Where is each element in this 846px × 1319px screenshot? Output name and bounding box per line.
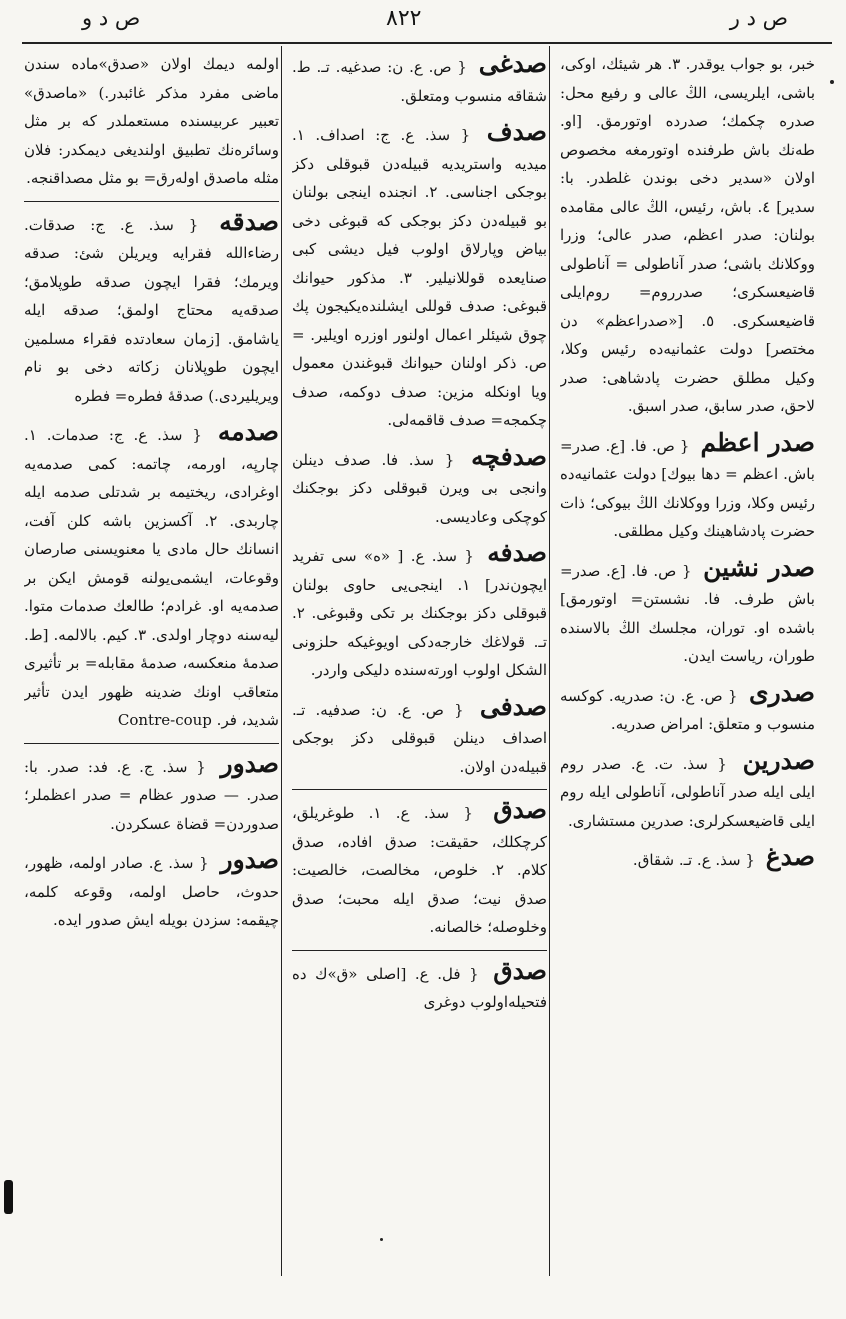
entry-body: { ص. ع. ن: صدفیه. تـ. اصداف دینلن قبوقلی دكز بوجكی قبیله‌دن اولان. bbox=[292, 700, 547, 776]
entry bbox=[292, 443, 547, 532]
headword: صدق bbox=[493, 955, 547, 985]
entry-body: { سذ. فا. صدف دینلن وانجی بی ویرن قبوقلی دكز بوجكنك كوچكی وعادیسی. bbox=[292, 450, 547, 526]
entry bbox=[560, 843, 815, 875]
entry-body: { ص. ع. ن: صدریه. كوكسه منسوب و متعلق: امراض صدریه. bbox=[560, 686, 815, 733]
entry bbox=[292, 693, 547, 782]
entry-body: { فل. ع. [اصلی «ق»ك ده فتحیله‌اولوب دوغری bbox=[292, 964, 547, 1011]
entry bbox=[292, 118, 547, 435]
headword: صدری bbox=[749, 677, 815, 707]
headword: صدفچه bbox=[471, 441, 547, 471]
entry bbox=[292, 950, 547, 1017]
headword: صدور bbox=[220, 748, 279, 778]
column-right bbox=[560, 50, 815, 1270]
entry-body: { سذ. ع. ج: اصداف. ۱. میدیه واستریدیه قبیله‌دن قبوقلی دكز بوجكی اجناسی. ۲. انجنده اینجی بولنان بو قبیله‌دن دكز بوجكی كه قبوغی دخی بیاض وپارلاق اولوب فیل دیشی كبی صنایعده قوللانیلیر. ۳. مذكور حیوانك قبوغی: صدف قوللی ایشلنده‌یكیجون پك چوق شیئلر اعمال اولنور اوزره اویلیر. = ص. ذكر اولنان حیوانك قبوغندن معمول ویا اونكله مزین: صدف دوكمه، صدف چكمجه= صدف قاقمه‌لی. bbox=[292, 126, 547, 429]
entry-body: { سذ. ع. ۱. طوغریلق، كرچكلك، حقیقت: صدق افاده، صدق كلام. ۲. خلوص، مخالصت، خالصیت: صدق نیت؛ صدق ایله محبت؛ صدق وخلوصله؛ خالصانه. bbox=[292, 804, 547, 936]
entry bbox=[560, 679, 815, 739]
entry bbox=[560, 429, 815, 546]
column-middle bbox=[292, 50, 547, 1270]
entry-body: { ص. فا. [ع. صدر= باش طرف. فا. نشستن= اوتورمق] باشده او. توران، مجلسك الڭ بالاسنده طوران، ریاست ایدن. bbox=[560, 561, 815, 665]
entry bbox=[560, 747, 815, 836]
headword: صدق bbox=[493, 795, 547, 824]
headword: صدر اعظم bbox=[700, 427, 815, 457]
entry-body: { ص. فا. [ع. صدر= باش. اعظم = دها بیوك] دولت عثمانیه‌ده رئیس وكلا، وزرا ووكلانك الڭ بیوكی؛ ذات حضرت پادشاهینك وكیل مطلقی. bbox=[560, 436, 815, 540]
entry-body: { سذ. ع. ج: صدمات. ۱. چارپه، اورمه، چاتمه: كمی صدمه‌یه اوغرادی، ریختیمه بر شدتلی صدمه ایله چاربدی. ۲. آكسزین باشه كلن آفت، انسانك حال مادی یا معنویسنی صارصان وقوعات، ایشمی‌یولنه قومش ایكن بر صدمه‌یه او. غرادم؛ طالعك صدمات متوا. لیه‌سنه دوچار اولدی. ۳. كیم. بالالمه. [ط. صدمهٔ منعكسه، صدمهٔ مقابله= بر تأثیری متعاقب اونك ضدینه ظهور ایدن تأثیر شدید، فر. Contre-coup bbox=[24, 426, 279, 729]
page-header bbox=[0, 0, 846, 44]
headword: صدرین bbox=[742, 745, 815, 775]
headword: صدف bbox=[486, 117, 547, 146]
entry-body: { سذ. ع. تـ. شقاق. bbox=[632, 851, 755, 869]
entry bbox=[292, 50, 547, 110]
margin-dot bbox=[830, 80, 834, 84]
entry-body: { سذ. ت. ع. صدر روم ایلی ایله صدر آناطولی، آناطولی ایله روم ایلی قاضیعسكرلری: صدرین مستشاری. bbox=[560, 754, 815, 830]
running-head-right: ص د ر bbox=[729, 6, 788, 30]
header-rule bbox=[22, 42, 832, 44]
entry-continuation bbox=[24, 50, 279, 193]
entry bbox=[24, 201, 279, 411]
entry bbox=[292, 539, 547, 685]
headword: صدور bbox=[220, 845, 279, 874]
running-head-left: ص د و bbox=[82, 6, 141, 30]
entry bbox=[560, 554, 815, 671]
entry-body: { سذ. ع. ج: صدقات. رضاءالله فقرایه ویریلن شئ: صدقه ویرمك؛ فقرا ایچون صدقه طوپلامق؛ صدقه‌یه محتاج اولمق؛ صدقه ایله یاشامق. [زمان سعادتده فقراء مسلمین ایچون طوپلانان زكاته دخی بو نام ویریلیردی.) صدقهٔ فطره= فطره bbox=[24, 215, 279, 405]
entry-body: خبر، بو جواب یوقدر. ۳. هر شیئك، اوكی، باشی، ایلریسی، الڭ عالی و رفیع محل: صدره چكمك؛ صدرده اوتورمق. [او. طه‌نك باش طرفنده اوتورمغه مخصوص اولان «سدیر دخی بوندن غلطدر. با: سدیر] ٤. باش، رئیس، الڭ عالی مقامده بولنان: صدر اعظم، صدر عالی؛ وزرا ووكلانك باشی؛ صدر آناطولی = آناطولی قاضیعسكری؛ صدرروم= روم‌ایلی قاضیعسكری. ٥. [«صدراعظم» دن مختصر] دولت عثمانیه‌ده رئیس وكلا، وكیل مطلق حضرت پادشاهی: صدر لاحق، صدر سابق، صدر اسبق. bbox=[560, 55, 815, 415]
entry bbox=[292, 789, 547, 942]
headword: صدمه bbox=[217, 417, 279, 446]
column-divider-left bbox=[281, 46, 282, 1276]
entry-body: { سذ. ع. صادر اولمه، ظهور، حدوث، حاصل اولمه، وقوعه كلمه، چیقمه: سزدن بویله ایش صدور ایدە. bbox=[24, 854, 279, 929]
headword: صدقه bbox=[219, 206, 279, 236]
entry-continuation bbox=[560, 50, 815, 421]
headword: صدفه bbox=[487, 538, 547, 567]
binding-mark bbox=[4, 1180, 13, 1214]
entry-body: { سذ. ع. [ «ه» سی تفرید ایچون‌ندر] ۱. اینجی‌یی حاوی بولنان قبوقلی دكز بوجكنك بر تكی وقبوغی. ۲. تـ. قولاغك خارجه‌دكی اویوغیكه حلزونی الشكل اولوب اورته‌سنده دلیكی واردر. bbox=[292, 547, 547, 679]
page-number: ۸۲۲ bbox=[386, 6, 422, 31]
headword: صدفی bbox=[479, 691, 547, 721]
headword: صدغی bbox=[478, 50, 547, 78]
column-divider-right bbox=[549, 46, 550, 1276]
entry bbox=[24, 743, 279, 839]
headword: صدر نشین bbox=[703, 552, 815, 582]
entry-body: { سذ. ج. ع. فد: صدر. با: صدر. — صدور عظام = صدر اعظملر؛ صدوردن= قضاة عسكردن. bbox=[24, 757, 279, 833]
entry-body: { ص. ع. ن: صدغیه. تـ. ط. شقاقه منسوب ومتعلق. bbox=[292, 58, 547, 105]
headword: صدغ bbox=[765, 842, 815, 871]
entry-body: اولمه دیمك اولان «صدق»ماده سندن ماضی مفرد مذكر غائبدر.) «ماصدق» تعبیر عربیسنده مستعملدر كه بر مثل وسائرەنك تطبیق اولندیغی دیمكدر: فلان مثله ماصدق اولەرق= بو مثل مصداقنجه. bbox=[24, 55, 279, 187]
column-left bbox=[24, 50, 279, 1270]
entry bbox=[24, 846, 279, 935]
entry bbox=[24, 418, 279, 735]
